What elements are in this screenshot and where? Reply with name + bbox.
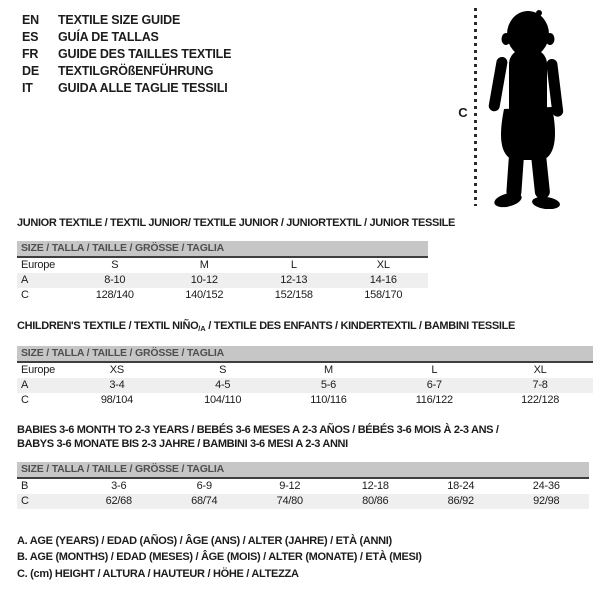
lang-row-de bbox=[22, 63, 231, 80]
age-cell: 3-4 bbox=[109, 379, 125, 391]
height-cell: 92/98 bbox=[533, 495, 560, 507]
row-label: A bbox=[21, 379, 29, 391]
babies-section-title bbox=[17, 424, 499, 451]
lang-row-it bbox=[22, 80, 231, 97]
lang-row-en bbox=[22, 12, 231, 29]
size-cell: L bbox=[431, 364, 438, 376]
height-row bbox=[17, 494, 589, 509]
height-cell: 86/92 bbox=[447, 495, 474, 507]
lang-row-es bbox=[22, 29, 231, 46]
size-cell: L bbox=[290, 259, 297, 271]
age-cell: 5-6 bbox=[320, 379, 337, 391]
height-cell: 116/122 bbox=[415, 394, 453, 406]
page-title: TEXTILE SIZE GUIDE bbox=[58, 13, 181, 27]
page-title: TEXTILGRÖßENFÜHRUNG bbox=[58, 64, 214, 78]
months-cell: 18-24 bbox=[447, 480, 475, 492]
height-cell: 128/140 bbox=[95, 289, 134, 301]
size-header-bar: SIZE / TALLA / TAILLE / GRÖSSE / TAGLIA bbox=[17, 462, 589, 479]
height-cell: 152/158 bbox=[274, 289, 313, 301]
height-cell: 110/116 bbox=[310, 394, 347, 406]
months-cell: 24-36 bbox=[532, 480, 560, 492]
age-cell: 4-5 bbox=[215, 379, 231, 391]
height-cell: 158/170 bbox=[364, 289, 403, 301]
age-cell: 10-12 bbox=[190, 274, 218, 286]
language-code: ES bbox=[22, 30, 39, 44]
size-cell: S bbox=[111, 259, 119, 271]
row-label: Europe bbox=[21, 364, 55, 376]
page-title: GUÍA DE TALLAS bbox=[58, 30, 159, 44]
legend bbox=[17, 533, 422, 582]
height-cell: 98/104 bbox=[100, 394, 133, 406]
row-label: A bbox=[21, 274, 29, 286]
row-label: C bbox=[21, 394, 29, 406]
children-section-title bbox=[17, 320, 515, 333]
size-cell: M bbox=[324, 364, 333, 376]
babies-title-line2: BABYS 3-6 MONATE BIS 2-3 JAHRE / BAMBINI 3-6 MESI A 2-3 ANNI bbox=[17, 437, 348, 450]
size-cell: XL bbox=[376, 259, 390, 271]
size-row bbox=[17, 363, 593, 378]
age-cell: 8-10 bbox=[104, 274, 126, 286]
months-cell: 3-6 bbox=[111, 480, 127, 492]
row-label: C bbox=[21, 495, 29, 507]
row-label: Europe bbox=[21, 259, 55, 271]
language-code: FR bbox=[22, 47, 39, 61]
legend-line-b: B. AGE (MONTHS) / EDAD (MESES) / ÂGE (MOIS) / ALTER (MONATE) / ETÀ (MESI) bbox=[17, 551, 422, 564]
page-title: GUIDE DES TAILLES TEXTILE bbox=[58, 47, 232, 61]
language-code: EN bbox=[22, 13, 39, 27]
height-row bbox=[17, 288, 428, 303]
babies-size-table bbox=[17, 462, 589, 509]
junior-section-title: JUNIOR TEXTILE / TEXTIL JUNIOR/ TEXTILE JUNIOR / JUNIORTEXTIL / JUNIOR TESSILE bbox=[17, 217, 456, 229]
children-title-post: / TEXTILE DES ENFANTS / KINDERTEXTIL / BAMBINI TESSILE bbox=[205, 320, 515, 332]
junior-size-table bbox=[17, 241, 428, 303]
language-title-list bbox=[22, 12, 231, 97]
children-title-subscript: /A bbox=[198, 324, 206, 333]
age-cell: 7-8 bbox=[532, 379, 548, 391]
size-cell: S bbox=[219, 364, 227, 376]
height-cell: 74/80 bbox=[276, 495, 303, 507]
size-cell: XL bbox=[533, 364, 547, 376]
babies-title-line1: BABIES 3-6 MONTH TO 2-3 YEARS / BEBÉS 3-6 MESES A 2-3 AÑOS / BÉBÉS 3-6 MOIS À 2-3 ANS / bbox=[17, 424, 499, 436]
height-cell: 140/152 bbox=[185, 289, 224, 301]
age-cell: 6-7 bbox=[426, 379, 442, 391]
children-size-table bbox=[17, 346, 593, 408]
lang-row-fr bbox=[22, 46, 231, 63]
size-cell: XS bbox=[109, 364, 124, 376]
height-cell: 80/86 bbox=[362, 495, 389, 507]
age-cell: 12-13 bbox=[280, 274, 308, 286]
size-cell: M bbox=[199, 259, 209, 271]
legend-line-a: A. AGE (YEARS) / EDAD (AÑOS) / ÂGE (ANS) / ALTER (JAHRE) / ETÀ (ANNI) bbox=[17, 535, 392, 547]
row-label: C bbox=[21, 289, 29, 301]
age-cell: 14-16 bbox=[369, 274, 397, 286]
size-header-bar: SIZE / TALLA / TAILLE / GRÖSSE / TAGLIA bbox=[17, 346, 593, 363]
size-header-bar: SIZE / TALLA / TAILLE / GRÖSSE / TAGLIA bbox=[17, 241, 428, 258]
language-code: DE bbox=[22, 64, 39, 78]
row-label: B bbox=[21, 480, 29, 492]
language-code: IT bbox=[22, 81, 33, 95]
legend-line-c: C. (cm) HEIGHT / ALTURA / HAUTEUR / HÖHE / ALTEZZA bbox=[17, 567, 299, 580]
height-cell: 68/74 bbox=[191, 495, 218, 507]
months-cell: 12-18 bbox=[361, 480, 389, 492]
size-row bbox=[17, 258, 428, 273]
height-row bbox=[17, 393, 593, 408]
height-measure-dotted-line bbox=[474, 8, 477, 206]
page-title: GUIDA ALLE TAGLIE TESSILI bbox=[58, 81, 228, 95]
months-cell: 9-12 bbox=[279, 480, 301, 492]
age-row bbox=[17, 378, 593, 393]
children-title-pre: CHILDREN'S TEXTILE / TEXTIL NIÑO bbox=[17, 320, 199, 332]
measure-label-c: C bbox=[458, 105, 468, 120]
height-cell: 104/110 bbox=[204, 394, 242, 406]
months-cell: 6-9 bbox=[196, 480, 212, 492]
height-cell: 62/68 bbox=[105, 495, 132, 507]
age-row bbox=[17, 273, 428, 288]
toddler-silhouette-icon bbox=[481, 9, 573, 209]
months-row bbox=[17, 479, 589, 494]
height-cell: 122/128 bbox=[521, 394, 560, 406]
